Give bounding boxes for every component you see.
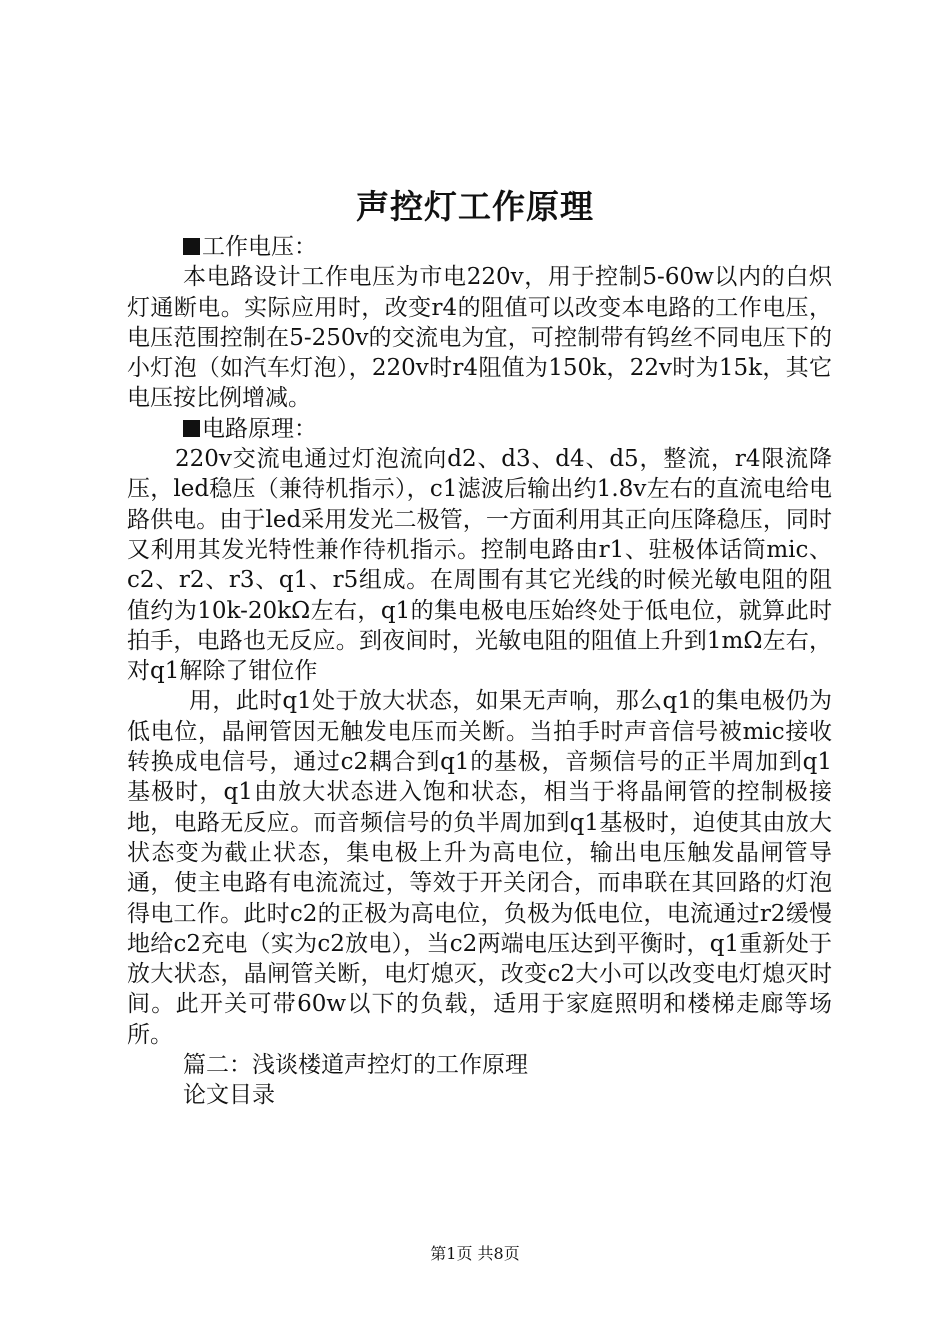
black-square-icon [183,420,200,437]
section-heading-text: 电路原理： [202,415,317,442]
section-heading-working-voltage [127,232,832,262]
paragraph-working-voltage: 本电路设计工作电压为市电220v，用于控制5-60w以内的白炽灯通断电。实际应用时，改变r4的阻值可以改变本电路的工作电压，电压范围控制在5-250v的交流电为宜，可控制带有钨丝不同电压下的小灯泡（如汽车灯泡），220v时r4阻值为150k，22v时为15k，其它电压按比例增减。 [127,264,832,412]
page-footer: 第1页 共8页 [430,1244,520,1263]
trailing-line-part-two: 篇二：浅谈楼道声控灯的工作原理 [183,1052,528,1079]
document-title: 声控灯工作原理 [356,187,594,226]
section-heading-circuit-principle [127,414,832,444]
document-body [127,232,832,1111]
black-square-icon [183,238,200,255]
paragraph-circuit-principle-2: 用，此时q1处于放大状态，如果无声响，那么q1的集电极仍为低电位，晶闸管因无触发电压而关断。当拍手时声音信号被mic接收转换成电信号，通过c2耦合到q1的基极，音频信号的正半周加到q1基极时，q1由放大状态进入饱和状态，相当于将晶闸管的控制极接地，电路无反应。而音频信号的负半周加到q1基极时，迫使其由放大状态变为截止状态，集电极上升为高电位，输出电压触发晶闸管导通，使主电路有电流流过，等效于开关闭合，而串联在其回路的灯泡得电工作。此时c2的正极为高电位，负极为低电位，电流通过r2缓慢地给c2充电（实为c2放电），当c2两端电压达到平衡时，q1重新处于放大状态，晶闸管关断，电灯熄灭，改变c2大小可以改变电灯熄灭时间。此开关可带60w以下的负载，适用于家庭照明和楼梯走廊等场所。 [127,688,832,1048]
paragraph-circuit-principle-1: 220v交流电通过灯泡流向d2、d3、d4、d5，整流，r4限流降压，led稳压（兼待机指示），c1滤波后输出约1.8v左右的直流电给电路供电。由于led采用发光二极管，一方面利用其正向压降稳压，同时又利用其发光特性兼作待机指示。控制电路由r1、驻极体话筒mic、c2、r2、r3、q1、r5组成。在周围有其它光线的时候光敏电阻的阻值约为10k-20kΩ左右，q1的集电极电压始终处于低电位，就算此时拍手，电路也无反应。到夜间时，光敏电阻的阻值上升到1mΩ左右，对q1解除了钳位作 [127,446,832,685]
trailing-line-toc: 论文目录 [183,1082,275,1109]
section-heading-text: 工作电压： [202,234,317,260]
